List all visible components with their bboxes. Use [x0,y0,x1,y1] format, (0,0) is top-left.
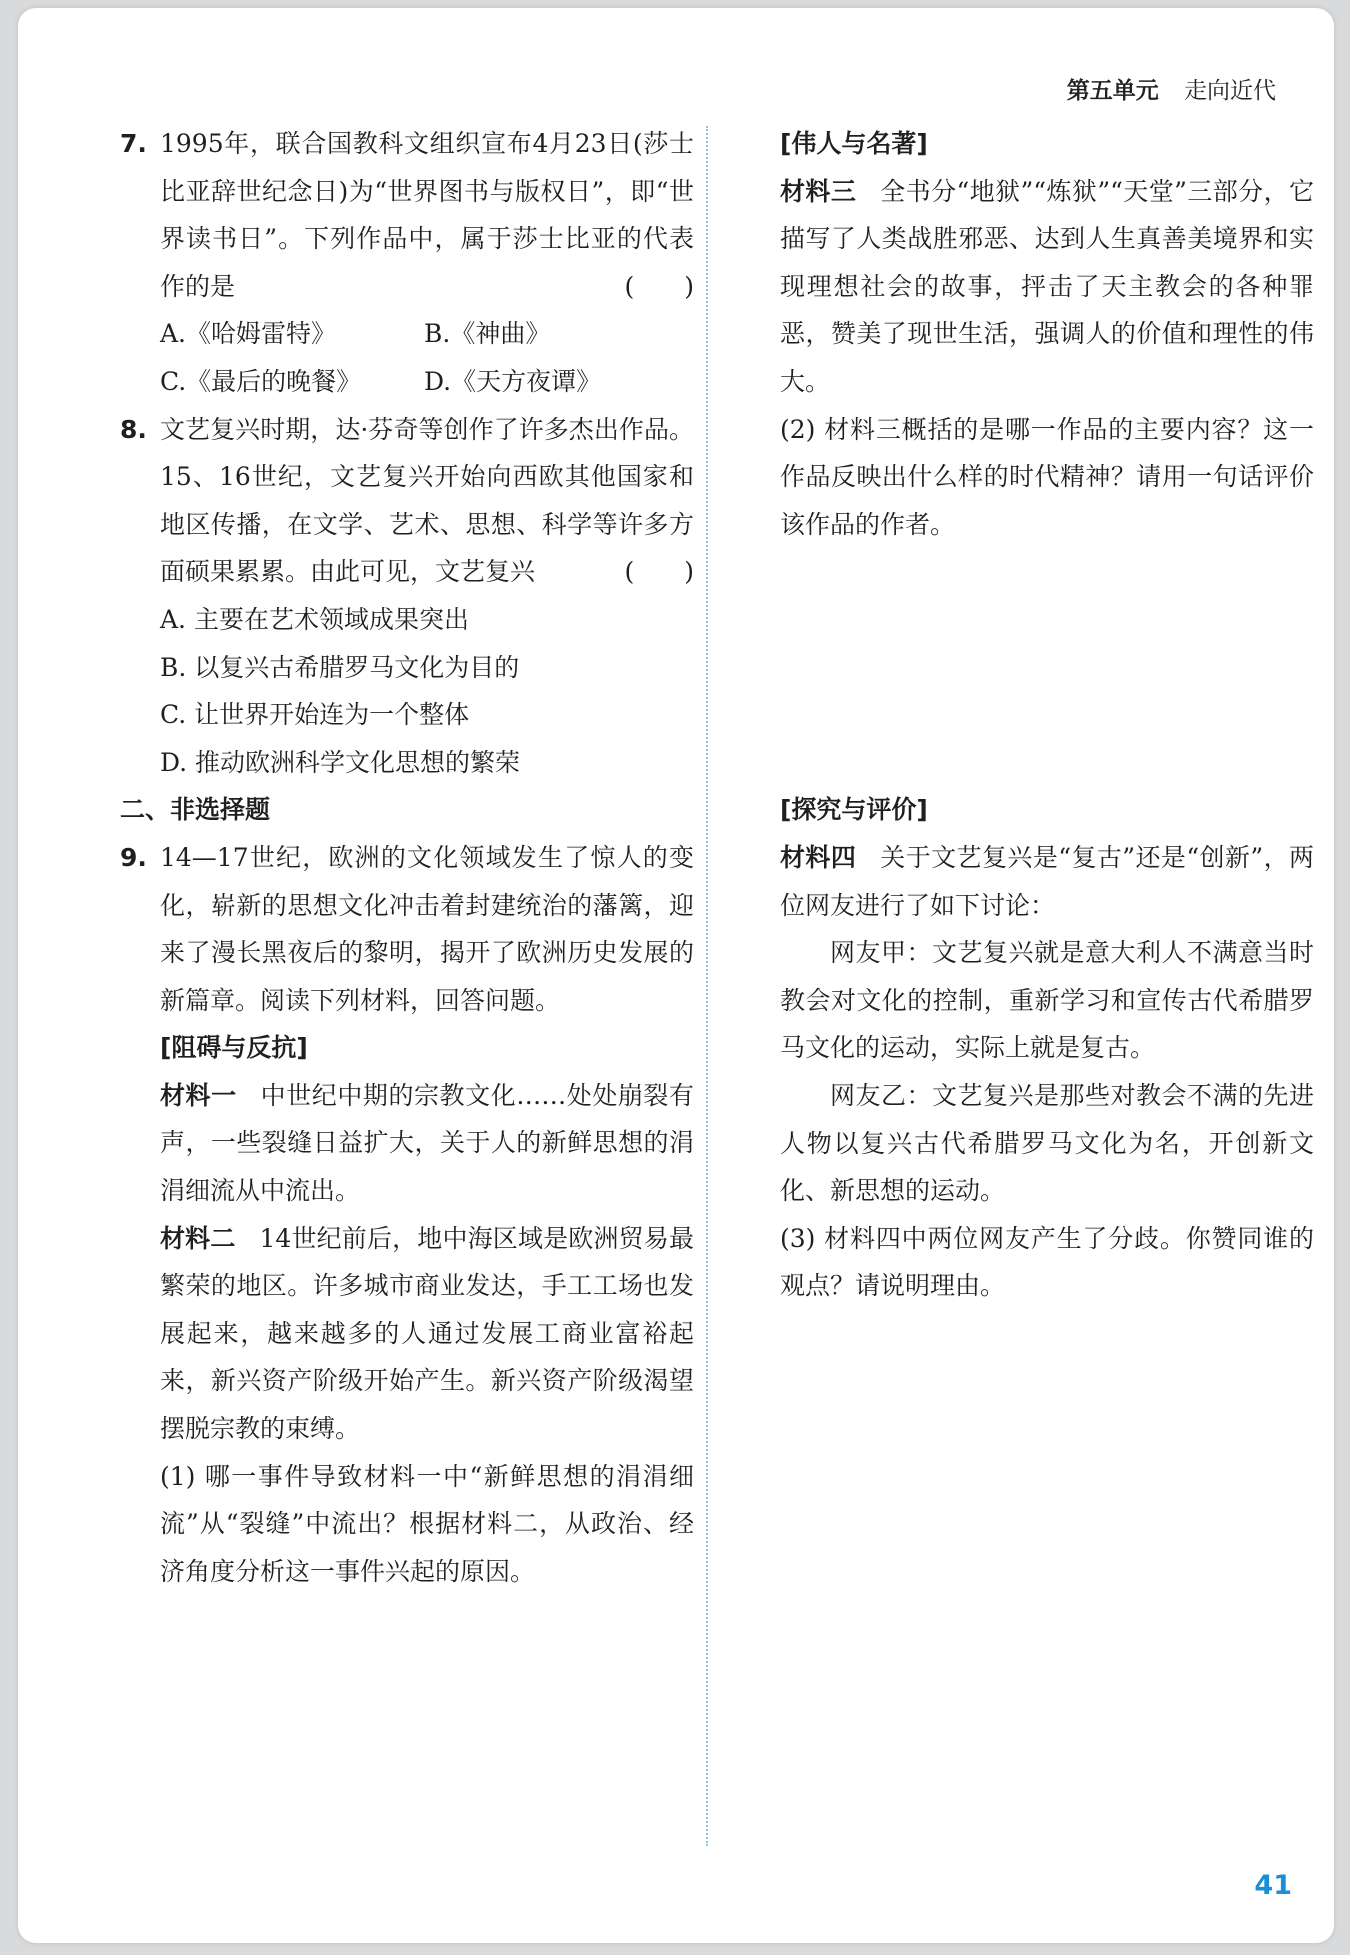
answer-space [780,548,1314,786]
material-4 [780,834,1314,929]
material-1 [160,1072,694,1215]
option-a: A.《哈姆雷特》 [160,319,337,349]
sub-question-1: (1) 哪一事件导致材料一中“新鲜思想的涓涓细流”从“裂缝”中流出？根据材料二，从政治、经济角度分析这一事件兴起的原因。 [160,1461,694,1586]
question-7-options-row2 [120,358,694,406]
question-7-stem: 1995年，联合国教科文组织宣布4月23日(莎士比亚辞世纪念日)为“世界图书与版权日”，即“世界读书日”。下列作品中，属于莎士比亚的代表作的是 [160,129,694,301]
unit-title: 走向近代 [1184,78,1276,104]
material-3 [780,168,1314,406]
sub-question-3: (3) 材料四中两位网友产生了分歧。你赞同谁的观点？请说明理由。 [780,1223,1314,1301]
section-heading: 二、非选择题 [120,795,271,825]
subheading-great-works: [伟人与名著] [780,129,928,158]
column-divider [706,126,708,1846]
question-7-number: 7. [120,129,147,158]
question-7-options-row1 [120,310,694,358]
material-2 [160,1215,694,1453]
option-c: C.《最后的晚餐》 [160,366,362,396]
option-b: B.《神曲》 [424,319,551,349]
running-header [1067,72,1276,105]
material-4-label: 材料四 [780,842,857,872]
material-3-label: 材料三 [780,176,857,206]
material-1-text: 中世纪中期的宗教文化……处处崩裂有声，一些裂缝日益扩大，关于人的新鲜思想的涓涓细流从中流出。 [160,1080,694,1206]
question-8-answer-bracket: ( ) [624,557,694,587]
question-7 [120,120,694,310]
question-9-number: 9. [120,842,147,872]
sub-question-2: (2) 材料三概括的是哪一作品的主要内容？这一作品反映出什么样的时代精神？请用一句话评价该作品的作者。 [780,414,1314,539]
netizen-b-opinion: 网友乙：文艺复兴是那些对教会不满的先进人物以复兴古代希腊罗马文化为名，开创新文化、新思想的运动。 [780,1080,1314,1206]
option-d: D. 推动欧洲科学文化思想的繁荣 [160,747,521,777]
netizen-a-opinion: 网友甲：文艺复兴就是意大利人不满意当时教会对文化的控制，重新学习和宣传古代希腊罗马文化的运动，实际上就是复古。 [780,938,1314,1063]
question-8 [120,406,694,596]
subheading-obstruction: [阻碍与反抗] [160,1033,308,1063]
material-4-text: 关于文艺复兴是“复古”还是“创新”，两位网友进行了如下讨论： [780,842,1314,920]
subheading-inquiry: [探究与评价] [780,795,928,825]
page-number: 41 [1254,1870,1292,1901]
option-a: A. 主要在艺术领域成果突出 [160,604,469,634]
question-9-intro: 14—17世纪，欧洲的文化领域发生了惊人的变化，崭新的思想文化冲击着封建统治的藩篱，迎来了漫长黑夜后的黎明，揭开了欧洲历史发展的新篇章。阅读下列材料，回答问题。 [160,842,694,1015]
material-3-text: 全书分“地狱”“炼狱”“天堂”三部分，它描写了人类战胜邪恶、达到人生真善美境界和实现理想社会的故事，抨击了天主教会的各种罪恶，赞美了现世生活，强调人的价值和理性的伟大。 [780,176,1314,396]
right-column [780,120,1314,1310]
question-9-part1-block [120,1024,694,1595]
question-7-answer-bracket: ( ) [624,271,694,301]
option-d: D.《天方夜谭》 [424,366,602,396]
page-sheet [18,8,1334,1943]
question-8-number: 8. [120,414,147,444]
option-c: C. 让世界开始连为一个整体 [160,700,470,730]
question-8-stem: 文艺复兴时期，达·芬奇等创作了许多杰出作品。15、16世纪，文艺复兴开始向西欧其他国家和地区传播，在文学、艺术、思想、科学等许多方面硕果累累。由此可见，文艺复兴 [160,414,694,587]
material-2-label: 材料二 [160,1223,236,1253]
material-2-text: 14世纪前后，地中海区域是欧洲贸易最繁荣的地区。许多城市商业发达，手工工场也发展起来，越来越多的人通过发展工商业富裕起来，新兴资产阶级开始产生。新兴资产阶级渴望摆脱宗教的束缚。 [160,1223,694,1444]
question-9 [120,834,694,1024]
unit-label: 第五单元 [1066,78,1159,104]
option-b: B. 以复兴古希腊罗马文化为目的 [160,652,520,682]
left-column [120,120,694,1595]
material-1-label: 材料一 [160,1080,237,1110]
